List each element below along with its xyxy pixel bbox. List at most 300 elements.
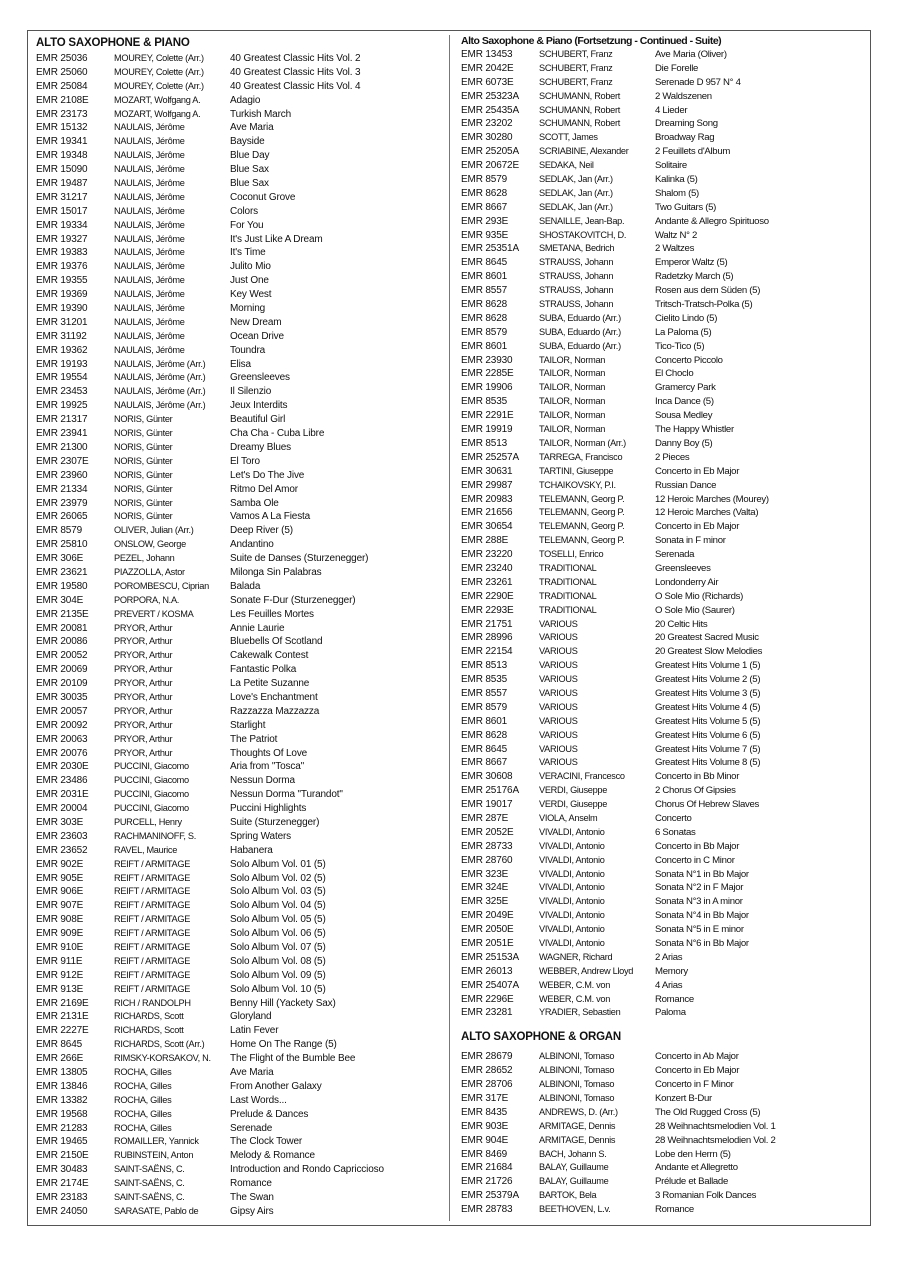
work-title: 2 Pieces <box>655 451 690 463</box>
composer-name: ROCHA, Gilles <box>114 1108 172 1119</box>
catalog-entry <box>36 816 444 830</box>
work-title: 6 Sonatas <box>655 826 696 838</box>
composer-name: TRADITIONAL <box>539 576 597 587</box>
work-title: 2 Chorus Of Gipsies <box>655 785 736 797</box>
catalog-number: EMR 30654 <box>461 521 513 533</box>
catalog-entry <box>461 548 866 562</box>
catalog-number: EMR 8628 <box>461 729 508 741</box>
catalog-number: EMR 912E <box>36 969 84 981</box>
catalog-number: EMR 20052 <box>36 650 88 662</box>
catalog-number: EMR 23979 <box>36 497 88 509</box>
composer-name: PRYOR, Arthur <box>114 733 173 744</box>
catalog-number: EMR 30280 <box>461 132 513 144</box>
catalog-number: EMR 2290E <box>461 590 514 602</box>
composer-name: SUBA, Eduardo (Arr.) <box>539 326 621 337</box>
catalog-entry <box>36 1163 444 1177</box>
right-column <box>461 34 866 1217</box>
work-title: Last Words... <box>230 1094 287 1106</box>
catalog-number: EMR 19906 <box>461 382 513 394</box>
catalog-entry <box>461 284 866 298</box>
catalog-number: EMR 8601 <box>461 715 508 727</box>
catalog-entry <box>461 465 866 479</box>
work-title: Let's Do The Jive <box>230 469 305 481</box>
catalog-number: EMR 28996 <box>461 632 513 644</box>
composer-name: VARIOUS <box>539 660 578 671</box>
catalog-entry <box>36 1080 444 1094</box>
work-title: Andantino <box>230 539 274 551</box>
work-title: Solo Album Vol. 01 (5) <box>230 858 326 870</box>
work-title: Adagio <box>230 94 261 106</box>
composer-name: NAULAIS, Jérôme <box>114 191 185 202</box>
catalog-number: EMR 19327 <box>36 233 88 245</box>
work-title: Sonata N°6 in Bb Major <box>655 938 749 949</box>
catalog-number: EMR 23603 <box>36 830 88 842</box>
work-title: 4 Arias <box>655 979 683 991</box>
work-title: The Old Rugged Cross (5) <box>655 1106 761 1118</box>
composer-name: VIOLA, Anselm <box>539 812 598 823</box>
catalog-entry <box>36 1191 444 1205</box>
catalog-entry <box>461 951 866 965</box>
catalog-entry <box>461 840 866 854</box>
composer-name: RUBINSTEIN, Anton <box>114 1150 194 1161</box>
catalog-entry <box>36 677 444 691</box>
catalog-entry <box>36 552 444 566</box>
catalog-number: EMR 23281 <box>461 1007 513 1019</box>
work-title: 40 Greatest Classic Hits Vol. 4 <box>230 80 361 92</box>
catalog-number: EMR 317E <box>461 1093 509 1105</box>
composer-name: NAULAIS, Jérôme <box>114 330 185 341</box>
catalog-number: EMR 913E <box>36 983 84 995</box>
composer-name: PRYOR, Arthur <box>114 691 173 702</box>
catalog-number: EMR 15090 <box>36 164 88 176</box>
catalog-entry <box>36 538 444 552</box>
work-title: Solo Album Vol. 04 (5) <box>230 900 326 912</box>
catalog-number: EMR 2131E <box>36 1011 89 1023</box>
composer-name: TOSELLI, Enrico <box>539 549 604 560</box>
composer-name: BARTOK, Bela <box>539 1190 597 1201</box>
catalog-entry <box>36 358 444 372</box>
composer-name: VIVALDI, Antonio <box>539 882 605 893</box>
catalog-entry <box>461 423 866 437</box>
composer-name: SHOSTAKOVITCH, D. <box>539 229 627 240</box>
composer-name: ROCHA, Gilles <box>114 1122 172 1133</box>
work-title: Coconut Grove <box>230 191 296 203</box>
work-title: 28 Weihnachtsmelodien Vol. 2 <box>655 1134 776 1146</box>
work-title: Cha Cha - Cuba Libre <box>230 428 325 440</box>
work-title: Nessun Dorma <box>230 775 295 787</box>
catalog-number: EMR 23941 <box>36 428 88 440</box>
catalog-entry <box>36 413 444 427</box>
catalog-entry <box>461 1161 866 1175</box>
catalog-number: EMR 19568 <box>36 1108 88 1120</box>
composer-name: STRAUSS, Johann <box>539 285 614 296</box>
composer-name: TCHAIKOVSKY, P.I. <box>539 479 616 490</box>
composer-name: NAULAIS, Jérôme <box>114 205 185 216</box>
catalog-entry <box>36 288 444 302</box>
work-title: Sousa Medley <box>655 410 713 422</box>
catalog-number: EMR 21317 <box>36 414 88 426</box>
work-title: Julito Mio <box>230 261 271 273</box>
catalog-entry <box>461 923 866 937</box>
composer-name: ROCHA, Gilles <box>114 1094 172 1105</box>
catalog-entry <box>461 395 866 409</box>
work-title: Greatest Hits Volume 6 (5) <box>655 729 761 741</box>
work-title: Romance <box>655 993 694 1005</box>
work-title: Solitaire <box>655 160 687 172</box>
work-title: Konzert B-Dur <box>655 1093 712 1105</box>
composer-name: VIVALDI, Antonio <box>539 854 605 865</box>
composer-name: TELEMANN, Georg P. <box>539 521 625 532</box>
catalog-number: EMR 2050E <box>461 924 514 936</box>
catalog-entry <box>36 1066 444 1080</box>
catalog-entry <box>461 826 866 840</box>
composer-name: SCHUBERT, Franz <box>539 62 613 73</box>
composer-name: SAINT-SAËNS, C. <box>114 1192 185 1203</box>
composer-name: PREVERT / KOSMA <box>114 608 194 619</box>
work-title: La Petite Suzanne <box>230 678 310 690</box>
catalog-entry <box>461 1189 866 1203</box>
composer-name: NAULAIS, Jérôme <box>114 344 185 355</box>
catalog-number: EMR 25351A <box>461 243 519 255</box>
work-title: Concerto in Bb Minor <box>655 771 740 783</box>
work-title: Broadway Rag <box>655 132 715 144</box>
catalog-entry <box>36 94 444 108</box>
catalog-number: EMR 31217 <box>36 191 88 203</box>
work-title: Latin Fever <box>230 1025 279 1037</box>
work-title: 2 Waldszenen <box>655 90 712 102</box>
catalog-number: EMR 8513 <box>461 437 508 449</box>
work-title: Solo Album Vol. 03 (5) <box>230 886 326 898</box>
catalog-entry <box>36 121 444 135</box>
composer-name: NAULAIS, Jérôme <box>114 303 185 314</box>
catalog-entry <box>461 854 866 868</box>
catalog-number: EMR 905E <box>36 872 84 884</box>
catalog-entry <box>36 497 444 511</box>
catalog-entry <box>461 298 866 312</box>
composer-name: SCHUMANN, Robert <box>539 118 620 129</box>
work-title: Blue Day <box>230 150 270 162</box>
catalog-entry <box>36 927 444 941</box>
catalog-entry <box>36 858 444 872</box>
catalog-list-left <box>36 52 444 1219</box>
composer-name: TRADITIONAL <box>539 590 597 601</box>
catalog-number: EMR 8628 <box>461 299 508 311</box>
composer-name: ALBINONI, Tomaso <box>539 1051 615 1062</box>
composer-name: VARIOUS <box>539 743 578 754</box>
catalog-number: EMR 20109 <box>36 678 88 690</box>
catalog-number: EMR 8557 <box>461 687 508 699</box>
work-title: La Paloma (5) <box>655 326 712 338</box>
catalog-number: EMR 23652 <box>36 844 88 856</box>
work-title: Ave Maria <box>230 122 274 134</box>
catalog-entry <box>36 885 444 899</box>
work-title: Starlight <box>230 719 266 731</box>
composer-name: NAULAIS, Jérôme <box>114 150 185 161</box>
catalog-entry <box>461 576 866 590</box>
work-title: Inca Dance (5) <box>655 396 714 408</box>
catalog-number: EMR 25036 <box>36 53 88 64</box>
work-title: Concerto <box>655 812 692 824</box>
work-title: 20 Celtic Hits <box>655 618 708 630</box>
work-title: Colors <box>230 205 258 217</box>
composer-name: VARIOUS <box>539 674 578 685</box>
catalog-entry <box>36 983 444 997</box>
work-title: 20 Greatest Slow Melodies <box>655 646 763 658</box>
catalog-number: EMR 30608 <box>461 771 513 783</box>
composer-name: ONSLOW, George <box>114 539 186 550</box>
catalog-entry <box>36 469 444 483</box>
catalog-entry <box>461 1078 866 1092</box>
catalog-number: EMR 25084 <box>36 80 88 92</box>
work-title: Dreaming Song <box>655 118 718 130</box>
catalog-entry <box>36 274 444 288</box>
composer-name: PURCELL, Henry <box>114 816 182 827</box>
catalog-entry <box>36 191 444 205</box>
catalog-entry <box>461 909 866 923</box>
catalog-number: EMR 8579 <box>461 326 508 338</box>
catalog-entry <box>461 562 866 576</box>
composer-name: ALBINONI, Tomaso <box>539 1079 615 1090</box>
catalog-number: EMR 909E <box>36 928 84 940</box>
catalog-number: EMR 2293E <box>461 604 514 616</box>
work-title: Ave Maria <box>230 1067 274 1079</box>
catalog-entry <box>461 215 866 229</box>
catalog-entry <box>461 756 866 770</box>
work-title: Emperor Waltz (5) <box>655 257 728 269</box>
catalog-number: EMR 20063 <box>36 733 88 745</box>
catalog-number: EMR 23261 <box>461 576 513 588</box>
catalog-entry <box>461 437 866 451</box>
composer-name: MOZART, Wolfgang A. <box>114 108 201 119</box>
catalog-number: EMR 23453 <box>36 386 88 398</box>
work-title: Beautiful Girl <box>230 414 286 426</box>
catalog-entry <box>36 1024 444 1038</box>
composer-name: NAULAIS, Jérôme <box>114 178 185 189</box>
work-title: The Happy Whistler <box>655 424 734 436</box>
composer-name: SAINT-SAËNS, C. <box>114 1164 185 1175</box>
work-title: O Sole Mio (Saurer) <box>655 604 735 616</box>
catalog-entry <box>461 937 866 951</box>
composer-name: NAULAIS, Jérôme <box>114 136 185 147</box>
catalog-entry <box>36 913 444 927</box>
composer-name: NAULAIS, Jérôme <box>114 233 185 244</box>
work-title: Greatest Hits Volume 7 (5) <box>655 743 761 755</box>
catalog-number: EMR 8645 <box>461 257 508 269</box>
catalog-entry <box>461 117 866 131</box>
catalog-entry <box>461 534 866 548</box>
work-title: Bayside <box>230 136 265 148</box>
work-title: Memory <box>655 965 688 977</box>
work-title: Blue Sax <box>230 178 269 190</box>
work-title: Sonata N°2 in F Major <box>655 882 744 894</box>
catalog-entry <box>36 899 444 913</box>
catalog-entry <box>461 770 866 784</box>
composer-name: OLIVER, Julian (Arr.) <box>114 525 194 536</box>
catalog-entry <box>36 246 444 260</box>
work-title: 2 Arias <box>655 951 683 963</box>
catalog-entry <box>36 219 444 233</box>
catalog-entry <box>461 145 866 159</box>
work-title: Concerto in F Minor <box>655 1079 734 1091</box>
catalog-entry <box>461 90 866 104</box>
composer-name: PUCCINI, Giacomo <box>114 803 189 814</box>
catalog-entry <box>36 1052 444 1066</box>
composer-name: RICH / RANDOLPH <box>114 997 191 1008</box>
catalog-number: EMR 8645 <box>461 743 508 755</box>
catalog-entry <box>461 367 866 381</box>
catalog-entry <box>461 354 866 368</box>
catalog-number: EMR 23960 <box>36 469 88 481</box>
composer-name: SUBA, Eduardo (Arr.) <box>539 312 621 323</box>
composer-name: VIVALDI, Antonio <box>539 910 605 921</box>
catalog-entry <box>461 715 866 729</box>
composer-name: SCHUMANN, Robert <box>539 104 620 115</box>
composer-name: SEDLAK, Jan (Arr.) <box>539 174 613 185</box>
work-title: Solo Album Vol. 02 (5) <box>230 872 326 884</box>
composer-name: PEZEL, Johann <box>114 553 175 564</box>
catalog-entry <box>36 969 444 983</box>
catalog-entry <box>461 451 866 465</box>
composer-name: TELEMANN, Georg P. <box>539 507 625 518</box>
catalog-entry <box>461 1134 866 1148</box>
catalog-number: EMR 324E <box>461 882 509 894</box>
catalog-entry <box>461 381 866 395</box>
catalog-number: EMR 306E <box>36 553 84 565</box>
composer-name: PRYOR, Arthur <box>114 719 173 730</box>
catalog-entry <box>461 645 866 659</box>
work-title: Habanera <box>230 844 273 856</box>
work-title: The Flight of the Bumble Bee <box>230 1053 356 1065</box>
catalog-entry <box>36 733 444 747</box>
catalog-number: EMR 8667 <box>461 757 508 769</box>
work-title: Greatest Hits Volume 4 (5) <box>655 701 761 713</box>
composer-name: MOUREY, Colette (Arr.) <box>114 80 204 91</box>
composer-name: NAULAIS, Jérôme <box>114 275 185 286</box>
catalog-entry <box>36 844 444 858</box>
work-title: Dreamy Blues <box>230 441 291 453</box>
catalog-number: EMR 266E <box>36 1053 84 1065</box>
work-title: Gipsy Airs <box>230 1205 274 1217</box>
catalog-number: EMR 2174E <box>36 1178 89 1190</box>
catalog-entry <box>461 881 866 895</box>
composer-name: NORIS, Günter <box>114 497 173 508</box>
catalog-entry <box>36 399 444 413</box>
catalog-number: EMR 31201 <box>36 316 88 328</box>
catalog-number: EMR 2135E <box>36 608 89 620</box>
composer-name: RICHARDS, Scott (Arr.) <box>114 1039 205 1050</box>
catalog-entry <box>36 941 444 955</box>
catalog-number: EMR 23930 <box>461 354 513 366</box>
catalog-entry <box>36 483 444 497</box>
work-title: From Another Galaxy <box>230 1080 322 1092</box>
catalog-number: EMR 2049E <box>461 910 514 922</box>
catalog-number: EMR 21726 <box>461 1176 513 1188</box>
composer-name: BALAY, Guillaume <box>539 1162 609 1173</box>
work-title: Morning <box>230 303 266 315</box>
composer-name: ALBINONI, Tomaso <box>539 1093 615 1104</box>
work-title: Concerto in Eb Major <box>655 1065 740 1077</box>
composer-name: SUBA, Eduardo (Arr.) <box>539 340 621 351</box>
composer-name: RIMSKY-KORSAKOV, N. <box>114 1053 211 1064</box>
catalog-number: EMR 30035 <box>36 691 88 703</box>
work-title: Solo Album Vol. 10 (5) <box>230 983 326 995</box>
composer-name: VIVALDI, Antonio <box>539 896 605 907</box>
section-heading-continued: Alto Saxophone & Piano (Fortsetzung - Continued - Suite) <box>461 35 722 47</box>
work-title: Turkish March <box>230 108 292 120</box>
work-title: The Clock Tower <box>230 1136 303 1148</box>
catalog-entry <box>36 149 444 163</box>
work-title: Introduction and Rondo Capriccioso <box>230 1164 384 1176</box>
work-title: Londonderry Air <box>655 576 719 588</box>
catalog-entry <box>461 1120 866 1134</box>
composer-name: REIFT / ARMITAGE <box>114 942 191 952</box>
work-title: Suite (Sturzenegger) <box>230 816 320 828</box>
composer-name: WEBER, C.M. von <box>539 993 611 1004</box>
composer-name: BALAY, Guillaume <box>539 1176 609 1187</box>
catalog-number: EMR 23202 <box>461 118 513 130</box>
composer-name: TAILOR, Norman (Arr.) <box>539 437 626 448</box>
catalog-number: EMR 2052E <box>461 826 514 838</box>
composer-name: NORIS, Günter <box>114 414 173 425</box>
work-title: New Dream <box>230 316 282 328</box>
work-title: Serenade D 957 N° 4 <box>655 76 741 88</box>
composer-name: VERACINI, Francesco <box>539 771 625 782</box>
composer-name: SEDLAK, Jan (Arr.) <box>539 187 613 198</box>
work-title: Concerto in Ab Major <box>655 1051 739 1063</box>
work-title: Vamos A La Fiesta <box>230 511 311 523</box>
column-divider <box>449 35 450 1221</box>
composer-name: RACHMANINOFF, S. <box>114 830 196 841</box>
catalog-entry <box>36 691 444 705</box>
work-title: Paloma <box>655 1007 686 1019</box>
catalog-number: EMR 28706 <box>461 1079 513 1091</box>
work-title: Thoughts Of Love <box>230 747 308 759</box>
work-title: Benny Hill (Yackety Sax) <box>230 997 336 1009</box>
catalog-number: EMR 19465 <box>36 1136 88 1148</box>
work-title: Tritsch-Tratsch-Polka (5) <box>655 299 753 311</box>
catalog-number: EMR 25407A <box>461 979 519 991</box>
work-title: Ritmo Del Amor <box>230 483 298 495</box>
catalog-number: EMR 304E <box>36 594 84 606</box>
composer-name: PRYOR, Arthur <box>114 747 173 758</box>
catalog-number: EMR 19355 <box>36 275 88 287</box>
catalog-entry <box>36 316 444 330</box>
work-title: Greensleeves <box>230 372 290 384</box>
catalog-number: EMR 23621 <box>36 566 88 578</box>
catalog-number: EMR 325E <box>461 896 509 908</box>
catalog-number: EMR 31192 <box>36 330 87 342</box>
catalog-entry <box>461 979 866 993</box>
work-title: O Sole Mio (Richards) <box>655 590 744 602</box>
composer-name: REIFT / ARMITAGE <box>114 858 191 869</box>
work-title: Sonata in F minor <box>655 535 726 547</box>
work-title: Gloryland <box>230 1011 272 1023</box>
catalog-entry <box>461 812 866 826</box>
composer-name: PRYOR, Arthur <box>114 636 173 647</box>
catalog-number: EMR 8513 <box>461 660 508 672</box>
catalog-entry <box>36 830 444 844</box>
catalog-entry <box>36 705 444 719</box>
work-title: Toundra <box>230 344 266 356</box>
work-title: Romance <box>655 1204 694 1216</box>
work-title: 2 Feuillets d'Album <box>655 146 731 158</box>
catalog-number: EMR 19554 <box>36 372 88 384</box>
catalog-entry <box>461 506 866 520</box>
catalog-number: EMR 21300 <box>36 441 88 453</box>
work-title: Tico-Tico (5) <box>655 340 705 352</box>
composer-name: RICHARDS, Scott <box>114 1025 184 1036</box>
work-title: Balada <box>230 580 261 592</box>
